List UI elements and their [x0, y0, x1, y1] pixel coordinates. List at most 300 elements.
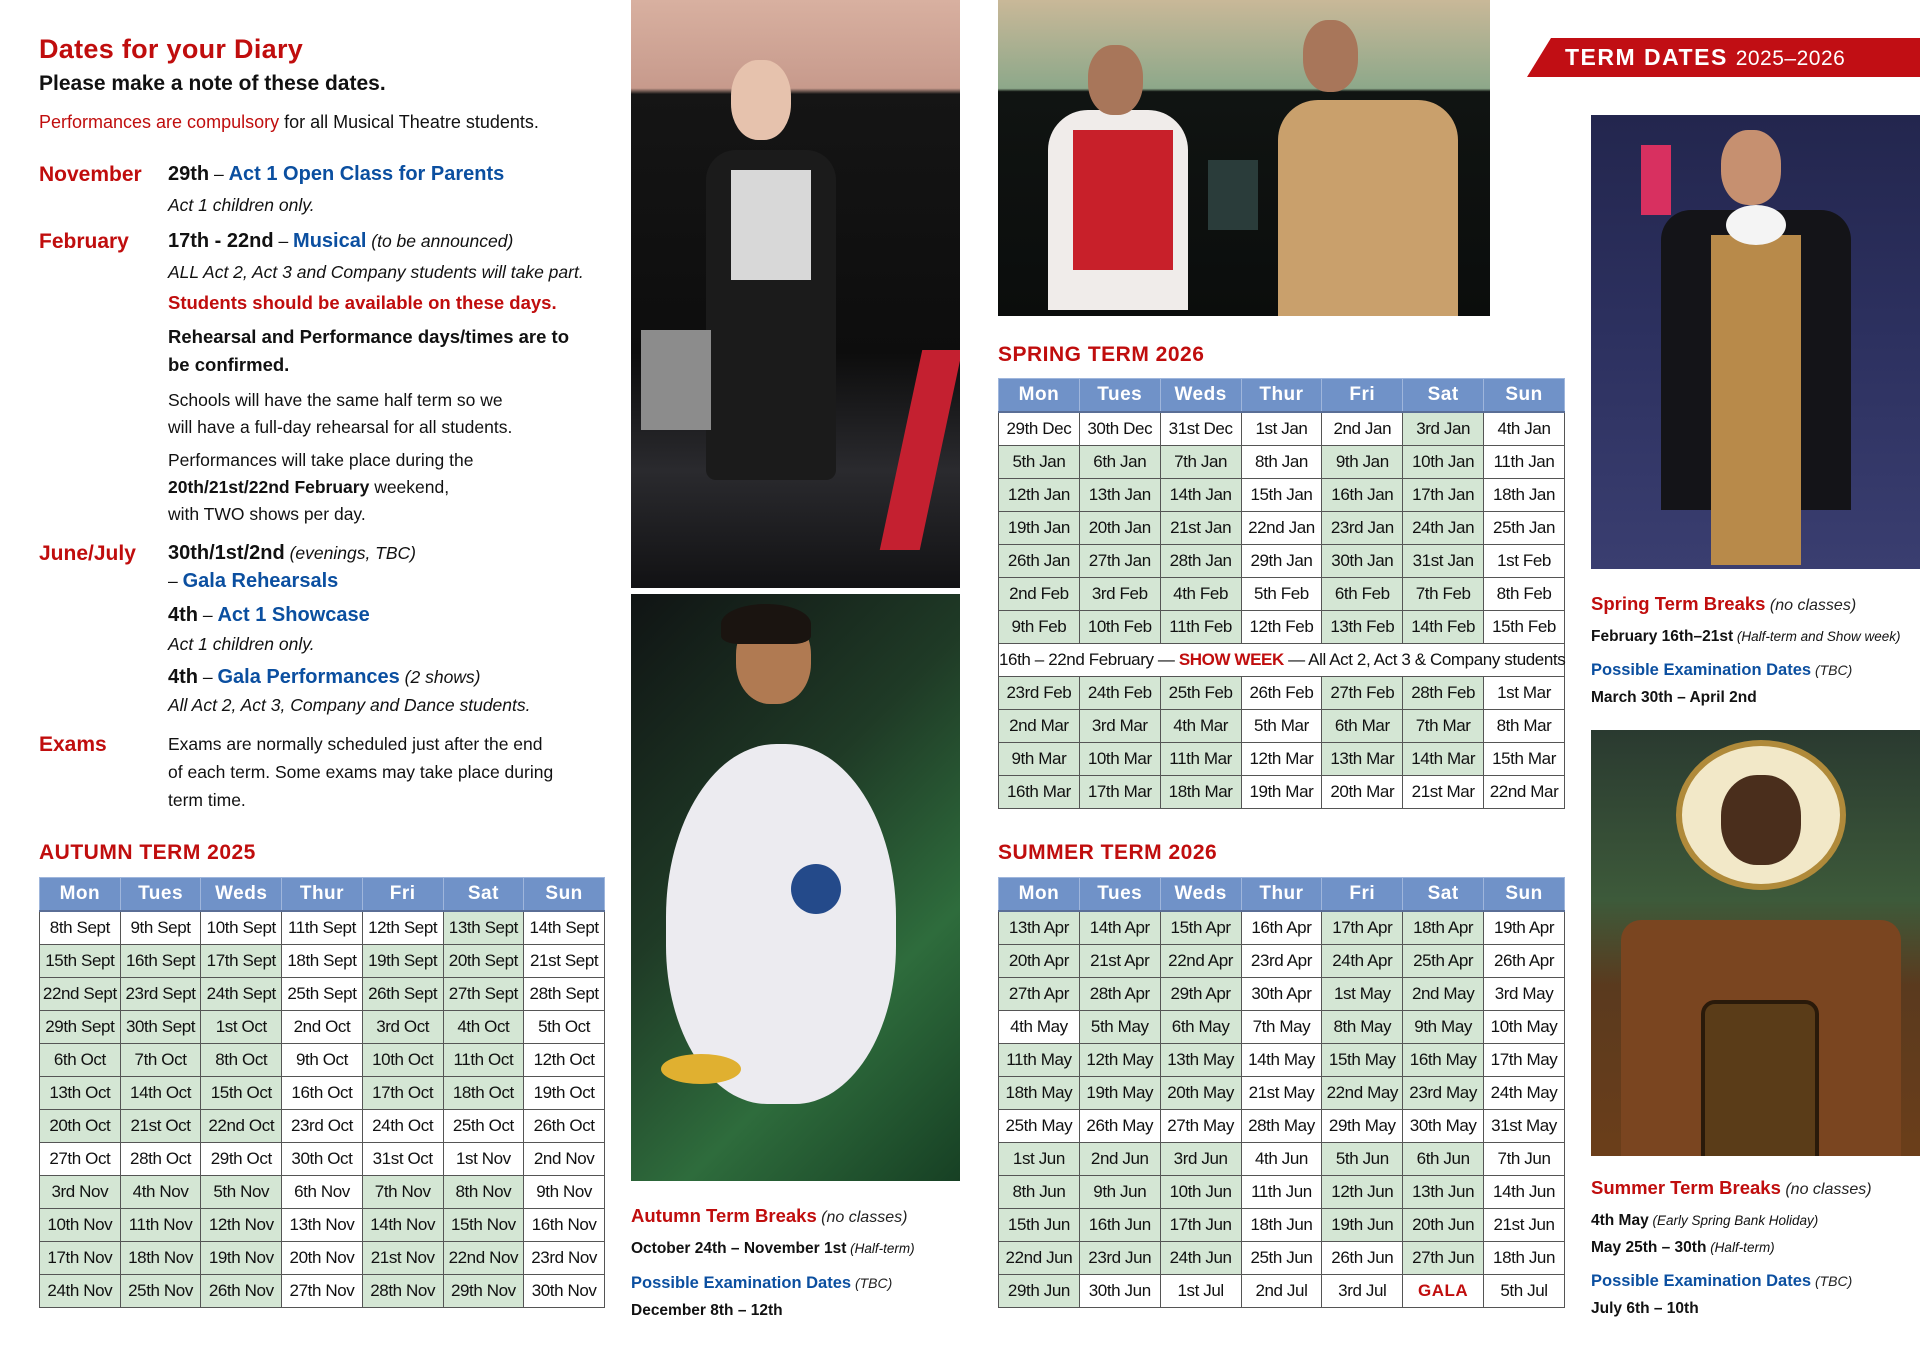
calendar-week-row — [999, 412, 1565, 446]
class-day-cell: 4th Oct — [443, 1011, 524, 1044]
class-day-cell: 16th Jun — [1079, 1209, 1160, 1242]
class-day-cell: 13th Oct — [40, 1077, 121, 1110]
no-class-day-cell: 1st Jul — [1160, 1275, 1241, 1308]
no-class-day-cell: 11th Jan — [1484, 446, 1565, 479]
exams-line-2: of each term. Some exams may take place during — [168, 762, 554, 782]
spring-breaks-title: Spring Term Breaks (no classes) — [1591, 593, 1857, 614]
no-class-day-cell: 5th Oct — [524, 1011, 605, 1044]
banner-title: TERM DATES 2025–2026 — [1565, 44, 1846, 70]
weekday-header: Mon — [999, 878, 1080, 912]
class-day-cell: 20th Oct — [40, 1110, 121, 1143]
no-class-day-cell: 4th Jan — [1484, 412, 1565, 446]
class-day-cell: 24th Sept — [201, 978, 282, 1011]
no-class-day-cell: 9th Nov — [524, 1176, 605, 1209]
calendar-week-row — [999, 1077, 1565, 1110]
no-class-day-cell: 14th May — [1241, 1044, 1322, 1077]
class-day-cell: 15th Oct — [201, 1077, 282, 1110]
class-day-cell: 29th Nov — [443, 1275, 524, 1308]
class-day-cell: 26th Jan — [999, 545, 1080, 578]
class-day-cell: 27th Sept — [443, 978, 524, 1011]
photo-girl-black-dress — [631, 0, 960, 588]
spring-halfterm: February 16th–21st (Half-term and Show week) — [1591, 628, 1901, 645]
no-class-day-cell: 17th May — [1484, 1044, 1565, 1077]
class-day-cell: 17th Nov — [40, 1242, 121, 1275]
no-class-day-cell: 5th Mar — [1241, 710, 1322, 743]
class-day-cell: 18th Apr — [1403, 911, 1484, 945]
class-day-cell: 6th May — [1160, 1011, 1241, 1044]
weekday-header: Thur — [1241, 878, 1322, 912]
calendar-week-row — [999, 1176, 1565, 1209]
class-day-cell: 28th Feb — [1403, 677, 1484, 710]
gala-day-cell: GALA — [1403, 1275, 1484, 1308]
calendar-week-row — [40, 1077, 605, 1110]
class-day-cell: 15th Sept — [40, 945, 121, 978]
diary-note: Performances are compulsory for all Musical Theatre students. — [39, 112, 539, 132]
calendar-week-row — [999, 578, 1565, 611]
weekday-header: Fri — [362, 878, 443, 912]
no-class-day-cell: 30th May — [1403, 1110, 1484, 1143]
calendar-week-row — [999, 1143, 1565, 1176]
class-day-cell: 8th Oct — [201, 1044, 282, 1077]
calendar-week-row — [40, 1209, 605, 1242]
no-class-day-cell: 22nd Jan — [1241, 512, 1322, 545]
calendar-week-row — [999, 743, 1565, 776]
february-tbc-2: be confirmed. — [168, 354, 290, 375]
no-class-day-cell: 26th Jun — [1322, 1242, 1403, 1275]
class-day-cell: 12th Nov — [201, 1209, 282, 1242]
weekday-header: Tues — [1079, 379, 1160, 413]
class-day-cell: 27th Jun — [1403, 1242, 1484, 1275]
calendar-week-row — [999, 1275, 1565, 1308]
class-day-cell: 4th Feb — [1160, 578, 1241, 611]
calendar-week-row — [999, 911, 1565, 945]
no-class-day-cell: 28th Oct — [120, 1143, 201, 1176]
class-day-cell: 20th Jan — [1079, 512, 1160, 545]
class-day-cell: 17th Sept — [201, 945, 282, 978]
class-day-cell: 13th Jan — [1079, 479, 1160, 512]
autumn-term-calendar — [39, 877, 605, 1308]
class-day-cell: 5th Jun — [1322, 1143, 1403, 1176]
class-day-cell: 16th Jan — [1322, 479, 1403, 512]
weekday-header-row — [999, 379, 1565, 413]
no-class-day-cell: 11th Jun — [1241, 1176, 1322, 1209]
spring-exam-dates: March 30th – April 2nd — [1591, 689, 1757, 706]
no-class-day-cell: 19th Mar — [1241, 776, 1322, 809]
no-class-day-cell: 31st Dec — [1160, 412, 1241, 446]
class-day-cell: 6th Jan — [1079, 446, 1160, 479]
class-day-cell: 3rd Jan — [1403, 412, 1484, 446]
weekday-header: Fri — [1322, 878, 1403, 912]
weekday-header-row — [40, 878, 605, 912]
no-class-day-cell: 2nd Nov — [524, 1143, 605, 1176]
class-day-cell: 19th Jan — [999, 512, 1080, 545]
class-day-cell: 20th May — [1160, 1077, 1241, 1110]
class-day-cell: 13th Mar — [1322, 743, 1403, 776]
no-class-day-cell: 4th Jun — [1241, 1143, 1322, 1176]
class-day-cell: 16th Mar — [999, 776, 1080, 809]
weekday-header: Mon — [40, 878, 121, 912]
class-day-cell: 5th May — [1079, 1011, 1160, 1044]
no-class-day-cell: 21st Mar — [1403, 776, 1484, 809]
autumn-breaks-title: Autumn Term Breaks (no classes) — [631, 1205, 908, 1226]
no-class-day-cell: 26th Feb — [1241, 677, 1322, 710]
summer-bank-holiday: 4th May (Early Spring Bank Holiday) — [1591, 1212, 1819, 1229]
no-class-day-cell: 21st Jun — [1484, 1209, 1565, 1242]
class-day-cell: 30th Sept — [120, 1011, 201, 1044]
february-halfterm-2: will have a full-day rehearsal for all students. — [168, 417, 513, 437]
calendar-week-row — [999, 611, 1565, 644]
no-class-day-cell: 1st Mar — [1484, 677, 1565, 710]
no-class-day-cell: 24th Oct — [362, 1110, 443, 1143]
class-day-cell: 27th Feb — [1322, 677, 1403, 710]
class-day-cell: 26th Nov — [201, 1275, 282, 1308]
no-class-day-cell: 8th Feb — [1484, 578, 1565, 611]
class-day-cell: 10th Mar — [1079, 743, 1160, 776]
class-day-cell: 21st Apr — [1079, 945, 1160, 978]
class-day-cell: 28th Jan — [1160, 545, 1241, 578]
class-day-cell: 1st Oct — [201, 1011, 282, 1044]
class-day-cell: 19th Nov — [201, 1242, 282, 1275]
class-day-cell: 24th Apr — [1322, 945, 1403, 978]
no-class-day-cell: 12th Mar — [1241, 743, 1322, 776]
no-class-day-cell: 26th Apr — [1484, 945, 1565, 978]
class-day-cell: 21st Oct — [120, 1110, 201, 1143]
showcase-note: Act 1 children only. — [168, 634, 315, 654]
calendar-week-row — [40, 1110, 605, 1143]
no-class-day-cell: 14th Jun — [1484, 1176, 1565, 1209]
no-class-day-cell: 18th Jan — [1484, 479, 1565, 512]
class-day-cell: 20th Jun — [1403, 1209, 1484, 1242]
weekday-header: Sat — [1403, 878, 1484, 912]
no-class-day-cell: 2nd Oct — [282, 1011, 363, 1044]
no-class-day-cell: 25th May — [999, 1110, 1080, 1143]
no-class-day-cell: 7th May — [1241, 1011, 1322, 1044]
class-day-cell: 26th Sept — [362, 978, 443, 1011]
exams-line-1: Exams are normally scheduled just after the end — [168, 734, 543, 754]
weekday-header: Sun — [524, 878, 605, 912]
gala-rehearsal-event: – Gala Rehearsals — [168, 570, 339, 592]
class-day-cell: 23rd Jun — [1079, 1242, 1160, 1275]
calendar-week-row — [40, 1275, 605, 1308]
gala-performance-who: All Act 2, Act 3, Company and Dance students. — [168, 695, 531, 715]
calendar-week-row — [999, 945, 1565, 978]
class-day-cell: 24th Jan — [1403, 512, 1484, 545]
class-day-cell: 3rd Mar — [1079, 710, 1160, 743]
no-class-day-cell: 24th May — [1484, 1077, 1565, 1110]
class-day-cell: 17th Jan — [1403, 479, 1484, 512]
class-day-cell: 23rd Sept — [120, 978, 201, 1011]
autumn-halfterm: October 24th – November 1st (Half-term) — [631, 1240, 915, 1257]
summer-term-calendar — [998, 877, 1565, 1308]
class-day-cell: 6th Oct — [40, 1044, 121, 1077]
no-class-day-cell: 13th Nov — [282, 1209, 363, 1242]
class-day-cell: 22nd Apr — [1160, 945, 1241, 978]
class-day-cell: 2nd Jun — [1079, 1143, 1160, 1176]
class-day-cell: 6th Jun — [1403, 1143, 1484, 1176]
class-day-cell: 6th Mar — [1322, 710, 1403, 743]
no-class-day-cell: 8th Mar — [1484, 710, 1565, 743]
class-day-cell: 9th May — [1403, 1011, 1484, 1044]
class-day-cell: 2nd May — [1403, 978, 1484, 1011]
no-class-day-cell: 20th Mar — [1322, 776, 1403, 809]
class-day-cell: 23rd May — [1403, 1077, 1484, 1110]
calendar-week-row — [999, 545, 1565, 578]
class-day-cell: 3rd Feb — [1079, 578, 1160, 611]
spring-term-title: SPRING TERM 2026 — [998, 343, 1205, 366]
february-halfterm-1: Schools will have the same half term so we — [168, 390, 503, 410]
class-day-cell: 11th Nov — [120, 1209, 201, 1242]
class-day-cell: 20th Sept — [443, 945, 524, 978]
class-day-cell: 21st Jan — [1160, 512, 1241, 545]
no-class-day-cell: 18th Jun — [1241, 1209, 1322, 1242]
class-day-cell: 22nd Nov — [443, 1242, 524, 1275]
weekday-header: Weds — [1160, 379, 1241, 413]
weekday-header: Thur — [282, 878, 363, 912]
class-day-cell: 10th Nov — [40, 1209, 121, 1242]
class-day-cell: 2nd Feb — [999, 578, 1080, 611]
calendar-week-row — [40, 1242, 605, 1275]
calendar-week-row — [999, 512, 1565, 545]
show-week-row — [999, 644, 1565, 677]
weekday-header: Mon — [999, 379, 1080, 413]
class-day-cell: 3rd Nov — [40, 1176, 121, 1209]
no-class-day-cell: 23rd Nov — [524, 1242, 605, 1275]
class-day-cell: 10th Jun — [1160, 1176, 1241, 1209]
diary-subtitle: Please make a note of these dates. — [39, 72, 386, 95]
no-class-day-cell: 30th Dec — [1079, 412, 1160, 446]
month-label-junejuly: June/July — [39, 542, 136, 565]
no-class-day-cell: 2nd Jul — [1241, 1275, 1322, 1308]
autumn-term-title: AUTUMN TERM 2025 — [39, 841, 256, 864]
class-day-cell: 1st Jun — [999, 1143, 1080, 1176]
weekday-header: Sat — [443, 878, 524, 912]
calendar-week-row — [999, 978, 1565, 1011]
show-week-label: SHOW WEEK — [1178, 650, 1284, 669]
class-day-cell: 17th Mar — [1079, 776, 1160, 809]
no-class-day-cell: 12th Sept — [362, 911, 443, 945]
calendar-week-row — [40, 1011, 605, 1044]
month-label-february: February — [39, 230, 129, 253]
class-day-cell: 4th Nov — [120, 1176, 201, 1209]
no-class-day-cell: 30th Apr — [1241, 978, 1322, 1011]
exams-line-3: term time. — [168, 790, 246, 810]
no-class-day-cell: 16th Nov — [524, 1209, 605, 1242]
class-day-cell: 9th Feb — [999, 611, 1080, 644]
calendar-week-row — [999, 1110, 1565, 1143]
no-class-day-cell: 3rd Jul — [1322, 1275, 1403, 1308]
february-perf-2: 20th/21st/22nd February weekend, — [168, 477, 450, 497]
class-day-cell: 12th May — [1079, 1044, 1160, 1077]
class-day-cell: 9th Mar — [999, 743, 1080, 776]
no-class-day-cell: 8th Jan — [1241, 446, 1322, 479]
class-day-cell: 18th Mar — [1160, 776, 1241, 809]
class-day-cell: 5th Jan — [999, 446, 1080, 479]
class-day-cell: 15th Nov — [443, 1209, 524, 1242]
class-day-cell: 14th Nov — [362, 1209, 443, 1242]
class-day-cell: 19th Sept — [362, 945, 443, 978]
weekday-header: Tues — [120, 878, 201, 912]
calendar-week-row — [40, 1143, 605, 1176]
class-day-cell: 10th Feb — [1079, 611, 1160, 644]
weekday-header: Weds — [201, 878, 282, 912]
no-class-day-cell: 16th Oct — [282, 1077, 363, 1110]
class-day-cell: 17th Apr — [1322, 911, 1403, 945]
no-class-day-cell: 29th Oct — [201, 1143, 282, 1176]
february-event: 17th - 22nd – Musical (to be announced) — [168, 230, 514, 252]
class-day-cell: 11th May — [999, 1044, 1080, 1077]
no-class-day-cell: 7th Jun — [1484, 1143, 1565, 1176]
no-class-day-cell: 30th Oct — [282, 1143, 363, 1176]
class-day-cell: 30th Jan — [1322, 545, 1403, 578]
calendar-week-row — [40, 1044, 605, 1077]
class-day-cell: 14th Oct — [120, 1077, 201, 1110]
no-class-day-cell: 2nd Jan — [1322, 412, 1403, 446]
february-perf-1: Performances will take place during the — [168, 450, 474, 470]
no-class-day-cell: 27th May — [1160, 1110, 1241, 1143]
no-class-day-cell: 12th Oct — [524, 1044, 605, 1077]
no-class-day-cell: 20th Nov — [282, 1242, 363, 1275]
class-day-cell: 6th Feb — [1322, 578, 1403, 611]
no-class-day-cell: 18th Jun — [1484, 1242, 1565, 1275]
class-day-cell: 8th Nov — [443, 1176, 524, 1209]
autumn-exam-dates: December 8th – 12th — [631, 1302, 783, 1319]
showcase-event: 4th – Act 1 Showcase — [168, 604, 370, 626]
class-day-cell: 15th Jun — [999, 1209, 1080, 1242]
class-day-cell: 14th Apr — [1079, 911, 1160, 945]
class-day-cell: 27th Jan — [1079, 545, 1160, 578]
class-day-cell: 25th Apr — [1403, 945, 1484, 978]
class-day-cell: 22nd Oct — [201, 1110, 282, 1143]
class-day-cell: 22nd May — [1322, 1077, 1403, 1110]
class-day-cell: 21st Nov — [362, 1242, 443, 1275]
no-class-day-cell: 30th Nov — [524, 1275, 605, 1308]
class-day-cell: 3rd Oct — [362, 1011, 443, 1044]
class-day-cell: 25th Feb — [1160, 677, 1241, 710]
photo-lumiere-costume — [1591, 115, 1920, 569]
weekday-header: Sat — [1403, 379, 1484, 413]
no-class-day-cell: 9th Oct — [282, 1044, 363, 1077]
photo-clock-costume — [1591, 730, 1920, 1156]
class-day-cell: 14th Mar — [1403, 743, 1484, 776]
weekday-header: Sun — [1484, 878, 1565, 912]
photo-boy-egg-costume — [631, 594, 960, 1181]
class-day-cell: 11th Mar — [1160, 743, 1241, 776]
no-class-day-cell: 1st Feb — [1484, 545, 1565, 578]
class-day-cell: 13th Sept — [443, 911, 524, 945]
calendar-week-row — [40, 978, 605, 1011]
november-note: Act 1 children only. — [168, 195, 315, 215]
weekday-header: Thur — [1241, 379, 1322, 413]
no-class-day-cell: 22nd Mar — [1484, 776, 1565, 809]
class-day-cell: 4th Mar — [1160, 710, 1241, 743]
diary-title: Dates for your Diary — [39, 34, 304, 64]
no-class-day-cell: 25th Jun — [1241, 1242, 1322, 1275]
class-day-cell: 8th May — [1322, 1011, 1403, 1044]
no-class-day-cell: 8th Sept — [40, 911, 121, 945]
no-class-day-cell: 6th Nov — [282, 1176, 363, 1209]
weekday-header: Weds — [1160, 878, 1241, 912]
summer-exam-dates: July 6th – 10th — [1591, 1300, 1699, 1317]
february-tbc-1: Rehearsal and Performance days/times are to — [168, 326, 570, 347]
class-day-cell: 29th Sept — [40, 1011, 121, 1044]
photo-two-performers — [998, 0, 1490, 316]
no-class-day-cell: 10th May — [1484, 1011, 1565, 1044]
november-event: 29th – Act 1 Open Class for Parents — [168, 163, 505, 185]
spring-term-calendar — [998, 378, 1565, 809]
calendar-week-row — [999, 446, 1565, 479]
class-day-cell: 2nd Mar — [999, 710, 1080, 743]
no-class-day-cell: 14th Sept — [524, 911, 605, 945]
class-day-cell: 3rd Jun — [1160, 1143, 1241, 1176]
no-class-day-cell: 19th Oct — [524, 1077, 605, 1110]
class-day-cell: 14th Feb — [1403, 611, 1484, 644]
class-day-cell: 7th Jan — [1160, 446, 1241, 479]
no-class-day-cell: 21st Sept — [524, 945, 605, 978]
class-day-cell: 24th Jun — [1160, 1242, 1241, 1275]
class-day-cell: 17th Jun — [1160, 1209, 1241, 1242]
no-class-day-cell: 30th Jun — [1079, 1275, 1160, 1308]
no-class-day-cell: 31st Oct — [362, 1143, 443, 1176]
class-day-cell: 23rd Jan — [1322, 512, 1403, 545]
class-day-cell: 13th Feb — [1322, 611, 1403, 644]
class-day-cell: 7th Oct — [120, 1044, 201, 1077]
class-day-cell: 16th Sept — [120, 945, 201, 978]
calendar-week-row — [999, 677, 1565, 710]
february-who: ALL Act 2, Act 3 and Company students will take part. — [168, 262, 584, 282]
class-day-cell: 13th May — [1160, 1044, 1241, 1077]
weekday-header: Tues — [1079, 878, 1160, 912]
class-day-cell: 11th Feb — [1160, 611, 1241, 644]
class-day-cell: 22nd Sept — [40, 978, 121, 1011]
no-class-day-cell: 5th Jul — [1484, 1275, 1565, 1308]
calendar-week-row — [999, 479, 1565, 512]
no-class-day-cell: 29th Jan — [1241, 545, 1322, 578]
calendar-week-row — [999, 1044, 1565, 1077]
calendar-week-row — [999, 776, 1565, 809]
no-class-day-cell: 19th Apr — [1484, 911, 1565, 945]
calendar-week-row — [999, 1242, 1565, 1275]
class-day-cell: 7th Mar — [1403, 710, 1484, 743]
class-day-cell: 22nd Jun — [999, 1242, 1080, 1275]
class-day-cell: 8th Jun — [999, 1176, 1080, 1209]
class-day-cell: 9th Jan — [1322, 446, 1403, 479]
class-day-cell: 19th May — [1079, 1077, 1160, 1110]
no-class-day-cell: 5th Feb — [1241, 578, 1322, 611]
class-day-cell: 12th Jan — [999, 479, 1080, 512]
no-class-day-cell: 31st May — [1484, 1110, 1565, 1143]
no-class-day-cell: 15th Feb — [1484, 611, 1565, 644]
calendar-week-row — [999, 1209, 1565, 1242]
no-class-day-cell: 29th Dec — [999, 412, 1080, 446]
show-week-cell: 16th – 22nd February — SHOW WEEK — All Act 2, Act 3 & Company students — [999, 644, 1565, 677]
class-day-cell: 15th Apr — [1160, 911, 1241, 945]
no-class-day-cell: 28th May — [1241, 1110, 1322, 1143]
summer-breaks-title: Summer Term Breaks (no classes) — [1591, 1177, 1872, 1198]
no-class-day-cell: 12th Feb — [1241, 611, 1322, 644]
no-class-day-cell: 21st May — [1241, 1077, 1322, 1110]
class-day-cell: 27th Apr — [999, 978, 1080, 1011]
class-day-cell: 28th Nov — [362, 1275, 443, 1308]
gala-performance-event: 4th – Gala Performances (2 shows) — [168, 666, 481, 688]
no-class-day-cell: 15th Jan — [1241, 479, 1322, 512]
no-class-day-cell: 23rd Oct — [282, 1110, 363, 1143]
no-class-day-cell: 3rd May — [1484, 978, 1565, 1011]
no-class-day-cell: 26th May — [1079, 1110, 1160, 1143]
no-class-day-cell: 25th Sept — [282, 978, 363, 1011]
february-perf-3: with TWO shows per day. — [168, 504, 366, 524]
class-day-cell: 23rd Feb — [999, 677, 1080, 710]
no-class-day-cell: 4th May — [999, 1011, 1080, 1044]
